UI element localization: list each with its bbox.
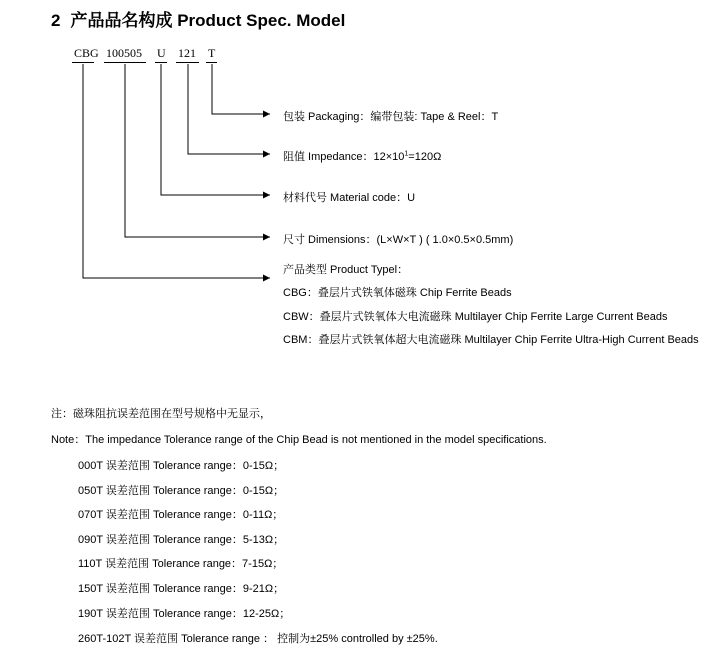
tolerance-item: 190T 误差范围 Tolerance range：12-25Ω； [78,608,291,620]
leader-packaging [212,64,270,114]
tolerance-item: 150T 误差范围 Tolerance range：9-21Ω； [78,583,285,595]
leader-dimension [125,64,270,237]
tolerance-item: 110T 误差范围 Tolerance range：7-15Ω； [78,558,284,570]
material-label: 材料代号 Material code：U [283,192,416,204]
code-material: U [157,46,166,60]
tolerance-item: 000T 误差范围 Tolerance range：0-15Ω； [78,460,285,472]
tolerance-item: 090T 误差范围 Tolerance range：5-13Ω； [78,534,285,546]
impedance-label [283,148,441,164]
tolerance-item: 050T 误差范围 Tolerance range：0-15Ω； [78,485,285,497]
section-heading-text: 产品品名构成 Product Spec. Model [70,11,346,30]
note-english: Note：The impedance Tolerance range of the Chip Bead is not mentioned in the model specifications. [51,434,547,446]
code-impedance: 121 [178,46,196,60]
leader-impedance [188,64,270,154]
section-number: 2 [51,11,61,30]
impedance-exponent: 1 [404,150,409,158]
code-dimension: 100505 [106,46,142,60]
type-cbg: CBG：叠层片式铁氧体磁珠 Chip Ferrite Beads [283,287,512,299]
leader-series [83,64,270,278]
impedance-prefix: 阻值 Impedance：12×10 [283,151,405,163]
type-cbm: CBM：叠层片式铁氧体超大电流磁珠 Multilayer Chip Ferrite Ultra-High Current Beads [283,334,699,346]
tolerance-item: 070T 误差范围 Tolerance range：0-11Ω； [78,509,284,521]
product-type-title: 产品类型 Product Typel： [283,264,409,276]
impedance-suffix: =120Ω [408,151,442,163]
code-series: CBG [74,46,99,60]
type-cbw: CBW：叠层片式铁氧体大电流磁珠 Multilayer Chip Ferrite Large Current Beads [283,311,668,323]
tolerance-item: 260T-102T 误差范围 Tolerance range ： 控制为±25% controlled by ±25%. [78,633,438,645]
dimensions-label: 尺寸 Dimensions：(L×W×T ) ( 1.0×0.5×0.5mm) [283,234,514,246]
packaging-label: 包装 Packaging：编带包装: Tape & Reel：T [283,111,499,123]
note-chinese: 注：磁珠阻抗误差范围在型号规格中无显示， [51,408,271,420]
leader-material [161,64,270,195]
code-packaging: T [208,46,216,60]
